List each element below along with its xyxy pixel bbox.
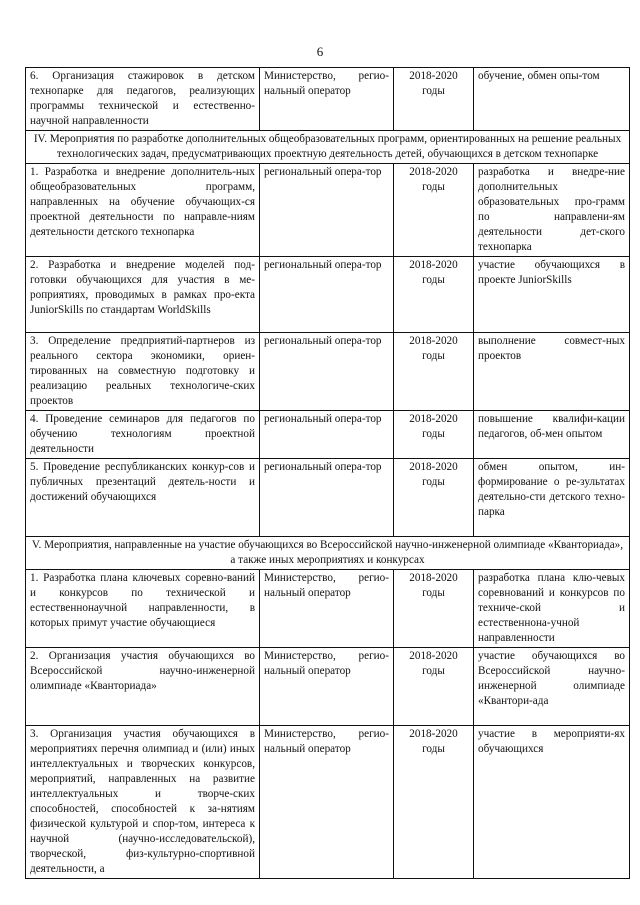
activity-plan-table	[25, 67, 630, 879]
table-row	[26, 459, 630, 537]
period-cell: 2018-2020 годы	[394, 726, 474, 879]
executor-cell: региональный опера-тор	[260, 333, 394, 411]
period-cell: 2018-2020 годы	[394, 411, 474, 459]
table-row	[26, 570, 630, 648]
section-row	[26, 537, 630, 570]
activity-cell: 1. Разработка плана ключевых соревно-ваний и конкурсов по технической и естественнонаучной направленности, в которых примут участие обучающиеся	[26, 570, 260, 648]
activity-cell: 2. Разработка и внедрение моделей под-готовки обучающихся для участия в ме-роприятиях, проводимых в рамках про-екта JuniorSkills по стандартам WorldSkills	[26, 257, 260, 333]
executor-cell: Министерство, регио-нальный оператор	[260, 648, 394, 726]
result-cell: повышение квалифи-кации педагогов, об-мен опытом	[474, 411, 630, 459]
executor-cell: Министерство, регио-нальный оператор	[260, 570, 394, 648]
table-row	[26, 257, 630, 333]
executor-cell: региональный опера-тор	[260, 164, 394, 257]
section-heading: IV. Мероприятия по разработке дополнительных общеобразовательных программ, ориентированных на решение реальных технологических задач, предусматривающих проектную деятельность детей, обучающихся в детском технопарке	[26, 131, 630, 164]
result-cell: обучение, обмен опы-том	[474, 68, 630, 131]
section-heading: V. Мероприятия, направленные на участие обучающихся во Всероссийской научно-инженерной олимпиаде «Кванториада», а также иных мероприятиях и конкурсах	[26, 537, 630, 570]
activity-cell: 6. Организация стажировок в детском технопарке для педагогов, реализующих программы технической и естественно-научной направленности	[26, 68, 260, 131]
activity-cell: 2. Организация участия обучающихся во Всероссийской научно-инженерной олимпиаде «Кванториада»	[26, 648, 260, 726]
table-row	[26, 333, 630, 411]
table-row	[26, 648, 630, 726]
result-cell: разработка плана клю-чевых соревнований и конкурсов по техниче-ской и естественнона-учной направленности	[474, 570, 630, 648]
activity-cell: 3. Определение предприятий-партнеров из реального сектора экономики, ориен-тированных на совместную подготовку и реализацию реальных технологиче-ских проектов	[26, 333, 260, 411]
page-number: 6	[316, 44, 324, 59]
period-cell: 2018-2020 годы	[394, 648, 474, 726]
result-cell: разработка и внедре-ние дополнительных образовательных про-грамм по направлени-ям деятельности дет-ского технопарка	[474, 164, 630, 257]
result-cell: участие обучающихся во Всероссийской научно-инженерной олимпиаде «Квантори-ада	[474, 648, 630, 726]
period-cell: 2018-2020 годы	[394, 68, 474, 131]
executor-cell: региональный опера-тор	[260, 459, 394, 537]
result-cell: участие в мероприяти-ях обучающихся	[474, 726, 630, 879]
activity-cell: 4. Проведение семинаров для педагогов по обучению технологиям проектной деятельности	[26, 411, 260, 459]
period-cell: 2018-2020 годы	[394, 459, 474, 537]
executor-cell: региональный опера-тор	[260, 411, 394, 459]
period-cell: 2018-2020 годы	[394, 257, 474, 333]
result-cell: выполнение совмест-ных проектов	[474, 333, 630, 411]
executor-cell: Министерство, регио-нальный оператор	[260, 726, 394, 879]
table-row	[26, 411, 630, 459]
result-cell: участие обучающихся в проекте JuniorSkills	[474, 257, 630, 333]
activity-cell: 5. Проведение республиканских конкур-сов и публичных презентаций деятель-ности и достижений обучающихся	[26, 459, 260, 537]
period-cell: 2018-2020 годы	[394, 164, 474, 257]
table-row	[26, 68, 630, 131]
table-row	[26, 164, 630, 257]
period-cell: 2018-2020 годы	[394, 570, 474, 648]
result-cell: обмен опытом, ин-формирование о ре-зультатах деятельно-сти детского техно-парка	[474, 459, 630, 537]
activity-cell: 3. Организация участия обучающихся в мероприятиях перечня олимпиад и (или) иных интеллектуальных и творческих конкурсов, мероприятий, направленных на развитие интеллектуальных и творче-ских способностей, способностей к за-нятиям физической культурой и спор-том, интереса к научной (научно-исследовательской), творческой, физ-культурно-спортивной деятельности, а	[26, 726, 260, 879]
section-row	[26, 131, 630, 164]
activity-cell: 1. Разработка и внедрение дополнитель-ных общеобразовательных программ, направленных на обучение обучающих-ся проектной деятельности по направле-ниям деятельности детского технопарка	[26, 164, 260, 257]
period-cell: 2018-2020 годы	[394, 333, 474, 411]
table-row	[26, 726, 630, 879]
executor-cell: региональный опера-тор	[260, 257, 394, 333]
executor-cell: Министерство, регио-нальный оператор	[260, 68, 394, 131]
